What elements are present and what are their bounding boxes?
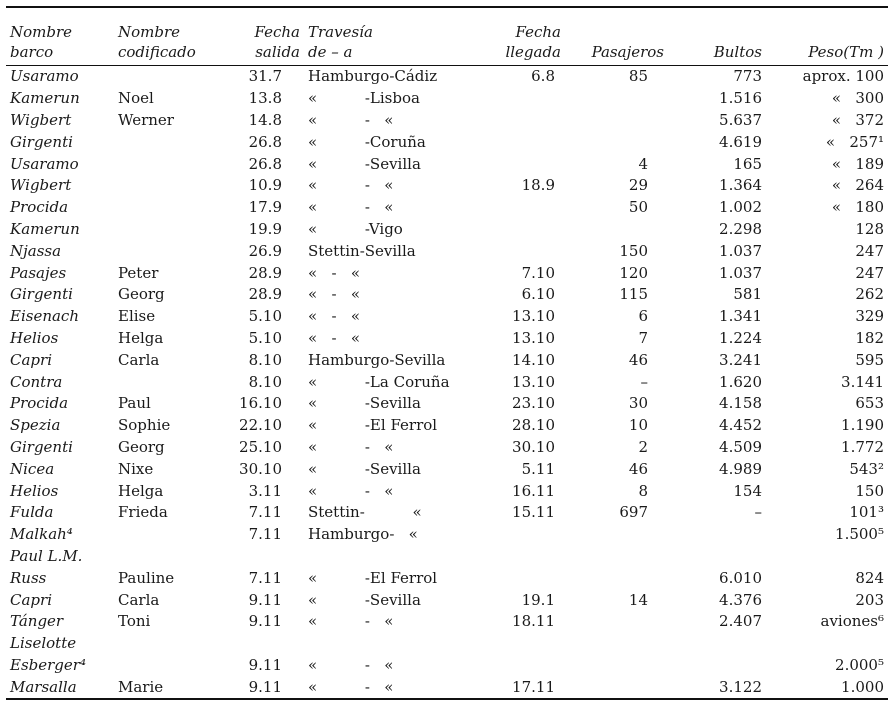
cell-travesia: « -El Ferrol (308, 416, 438, 435)
table-row (6, 328, 888, 350)
cell-travesia: « - « (308, 437, 394, 456)
header-nombre-barco (6, 7, 114, 66)
cell-bultos: 154 (733, 481, 762, 500)
table-row (6, 349, 888, 371)
cell-nombre-codificado (114, 175, 226, 197)
cell-pasajeros: 10 (628, 416, 648, 435)
cell-peso: « 372 (831, 110, 884, 129)
cell-nombre-barco: Kamerun (10, 89, 80, 108)
cell-nombre-barco: Girgenti (10, 437, 73, 456)
cell-nombre-barco: Girgenti (10, 285, 73, 304)
cell-pasajeros: 697 (619, 503, 648, 522)
table-header (6, 7, 888, 66)
cell-peso: 543² (849, 459, 884, 478)
cell-fecha-llegada (477, 88, 565, 110)
cell-fecha-salida: 19.9 (248, 219, 282, 238)
cell-fecha-salida: 8.10 (248, 372, 282, 391)
cell-nombre-codificado: Frieda (118, 503, 168, 522)
cell-fecha-salida (226, 546, 304, 568)
cell-bultos: 4.158 (719, 394, 762, 413)
cell-travesia: Stettin-Sevilla (308, 241, 416, 260)
cell-peso: 182 (855, 328, 884, 347)
cell-peso: « 300 (831, 89, 884, 108)
cell-bultos (668, 524, 766, 546)
cell-nombre-barco: Kamerun (10, 219, 80, 238)
table-row (6, 567, 888, 589)
cell-pasajeros (565, 524, 668, 546)
cell-fecha-llegada: 14.10 (512, 350, 555, 369)
cell-travesia: « - « (304, 676, 477, 699)
cell-nombre-codificado: Sophie (118, 416, 171, 435)
cell-bultos: 4.376 (719, 590, 762, 609)
cell-pasajeros (565, 611, 668, 633)
cell-fecha-llegada (477, 240, 565, 262)
cell-bultos: 2.298 (719, 219, 762, 238)
cell-pasajeros: 29 (628, 176, 648, 195)
cell-nombre-codificado: Werner (118, 110, 174, 129)
cell-bultos: 6.010 (719, 568, 762, 587)
cell-pasajeros (565, 567, 668, 589)
table-row (6, 393, 888, 415)
cell-travesia: « - « (308, 328, 361, 347)
cell-fecha-salida: 26.8 (248, 154, 282, 173)
cell-peso (766, 546, 888, 568)
cell-pasajeros (565, 110, 668, 132)
cell-nombre-barco: Tánger (10, 612, 64, 631)
cell-fecha-llegada: 15.11 (512, 503, 555, 522)
cell-bultos: 5.637 (719, 110, 762, 129)
header-label: Peso(Tm ) (808, 43, 884, 61)
cell-nombre-barco: Nicea (10, 459, 55, 478)
cell-travesia: « - « (308, 110, 394, 129)
cell-nombre-codificado: Georg (118, 437, 165, 456)
cell-fecha-llegada: 23.10 (512, 394, 555, 413)
cell-bultos: 2.407 (719, 612, 762, 631)
cell-peso: 2.000⁵ (835, 655, 884, 674)
cell-fecha-llegada (477, 131, 565, 153)
cell-fecha-llegada (477, 655, 565, 677)
cell-fecha-llegada: 18.11 (512, 612, 555, 631)
cell-nombre-codificado (114, 524, 226, 546)
cell-fecha-llegada: 16.11 (512, 481, 555, 500)
cell-travesia: « - « (308, 176, 394, 195)
header-bultos (668, 7, 766, 66)
cell-fecha-llegada: 6.8 (531, 67, 555, 86)
cell-fecha-salida: 17.9 (248, 198, 282, 217)
cell-travesia: « - « (308, 612, 394, 631)
table-row (6, 219, 888, 241)
cell-nombre-codificado (114, 66, 226, 88)
cell-nombre-codificado (114, 197, 226, 219)
cell-bultos: – (754, 503, 762, 522)
cell-travesia: « - « (308, 481, 394, 500)
cell-pasajeros: 85 (628, 67, 648, 86)
cell-nombre-codificado: Paul (118, 394, 151, 413)
cell-bultos: 1.037 (719, 263, 762, 282)
cell-bultos (668, 633, 766, 655)
header-label: Fecha salida (254, 23, 300, 61)
cell-nombre-codificado (114, 546, 226, 568)
table-row (6, 153, 888, 175)
cell-nombre-codificado (114, 153, 226, 175)
cell-nombre-codificado: Toni (118, 612, 151, 631)
cell-bultos: 1.516 (719, 89, 762, 108)
cell-fecha-llegada (477, 546, 565, 568)
cell-bultos: 3.122 (668, 676, 766, 699)
table-row (6, 480, 888, 502)
cell-bultos: 4.989 (719, 459, 762, 478)
cell-pasajeros: 115 (619, 285, 648, 304)
cell-peso: 329 (855, 307, 884, 326)
cell-pasajeros: 150 (619, 241, 648, 260)
cell-pasajeros: 46 (628, 350, 648, 369)
cell-fecha-salida: 7.11 (248, 525, 282, 544)
cell-nombre-codificado: Helga (118, 328, 164, 347)
table-row (6, 437, 888, 459)
cell-pasajeros (565, 633, 668, 655)
cell-peso: 247 (855, 241, 884, 260)
cell-travesia: « -La Coruña (308, 372, 450, 391)
cell-peso (766, 633, 888, 655)
cell-nombre-barco: Njassa (10, 241, 62, 260)
cell-travesia (304, 633, 477, 655)
cell-fecha-salida: 26.9 (248, 241, 282, 260)
table-row (6, 88, 888, 110)
cell-fecha-salida: 13.8 (248, 89, 282, 108)
cell-nombre-codificado: Carla (118, 350, 160, 369)
cell-fecha-llegada (477, 567, 565, 589)
cell-peso: 1.190 (841, 416, 884, 435)
cell-pasajeros: 14 (628, 590, 648, 609)
cell-nombre-codificado: Nixe (118, 459, 154, 478)
cell-pasajeros (565, 88, 668, 110)
cell-fecha-salida: 9.11 (248, 590, 282, 609)
header-row (6, 7, 888, 66)
table-body (6, 66, 888, 700)
cell-travesia: Hamburgo- « (308, 525, 418, 544)
cell-travesia: « -Vigo (308, 219, 403, 238)
table-row (6, 110, 888, 132)
cell-bultos: 773 (733, 67, 762, 86)
cell-travesia: « - « (308, 285, 361, 304)
cell-pasajeros (565, 655, 668, 677)
header-label: Travesía de – a (308, 23, 373, 61)
cell-peso: 3.141 (841, 372, 884, 391)
cell-peso: 595 (855, 350, 884, 369)
cell-nombre-barco: Eisenach (10, 307, 79, 326)
cell-bultos: 1.341 (719, 307, 762, 326)
cell-travesia: « - « (308, 198, 394, 217)
cell-pasajeros (565, 546, 668, 568)
cell-fecha-llegada (477, 110, 565, 132)
cell-nombre-barco: Malkah⁴ (10, 525, 73, 544)
cell-peso: 150 (855, 481, 884, 500)
header-label: Pasajeros (591, 43, 664, 61)
cell-fecha-llegada: 28.10 (512, 416, 555, 435)
cell-nombre-barco: Usaramo (10, 67, 79, 86)
cell-pasajeros: 2 (638, 437, 648, 456)
header-label: Nombre barco (10, 23, 73, 61)
table-row (6, 611, 888, 633)
table-row (6, 676, 888, 699)
cell-nombre-barco: Pasajes (10, 263, 67, 282)
cell-fecha-llegada (477, 219, 565, 241)
cell-fecha-llegada: 7.10 (521, 263, 555, 282)
cell-peso: 262 (855, 285, 884, 304)
cell-pasajeros: 6 (638, 307, 648, 326)
table-row (6, 524, 888, 546)
cell-travesia: « -Sevilla (308, 154, 421, 173)
cell-bultos (668, 655, 766, 677)
cell-nombre-codificado (114, 371, 226, 393)
cell-pasajeros: 120 (619, 263, 648, 282)
table-row (6, 131, 888, 153)
cell-peso: aprox. 100 (802, 67, 884, 86)
cell-fecha-llegada: 5.11 (521, 459, 555, 478)
cell-pasajeros: 30 (628, 394, 648, 413)
header-pasajeros (565, 7, 668, 66)
table-row (6, 415, 888, 437)
cell-bultos: 165 (733, 154, 762, 173)
cell-fecha-llegada: 6.10 (521, 285, 555, 304)
cell-nombre-barco: Contra (10, 372, 63, 391)
cell-nombre-barco: Procida (10, 198, 69, 217)
cell-nombre-codificado: Carla (118, 590, 160, 609)
table-row (6, 633, 888, 655)
cell-pasajeros (565, 131, 668, 153)
ship-voyages-table (6, 6, 888, 700)
table-row (6, 240, 888, 262)
cell-nombre-codificado (114, 633, 226, 655)
cell-fecha-salida: 9.11 (226, 676, 304, 699)
cell-nombre-barco: Usaramo (10, 154, 79, 173)
cell-fecha-salida: 26.8 (248, 132, 282, 151)
cell-nombre-barco: Paul L.M. (10, 546, 83, 565)
cell-pasajeros (565, 676, 668, 699)
cell-fecha-salida: 3.11 (248, 481, 282, 500)
cell-nombre-barco: Helios (10, 481, 59, 500)
cell-fecha-llegada: 18.9 (521, 176, 555, 195)
cell-fecha-salida: 31.7 (248, 67, 282, 86)
header-label: Nombre codificado (118, 23, 196, 61)
cell-peso: 128 (855, 219, 884, 238)
header-travesia (304, 7, 477, 66)
cell-bultos: 1.224 (719, 328, 762, 347)
cell-travesia: « - « (308, 307, 361, 326)
cell-fecha-llegada: 13.10 (512, 328, 555, 347)
cell-travesia: « -Coruña (308, 132, 426, 151)
cell-peso: 203 (855, 590, 884, 609)
cell-fecha-llegada: 13.10 (512, 307, 555, 326)
cell-travesia: « - « (308, 263, 361, 282)
cell-peso: 824 (855, 568, 884, 587)
cell-nombre-barco: Helios (10, 328, 59, 347)
table-row (6, 262, 888, 284)
cell-nombre-codificado: Marie (114, 676, 226, 699)
cell-fecha-salida: 28.9 (248, 263, 282, 282)
cell-fecha-llegada: 30.10 (512, 437, 555, 456)
cell-peso: 1.000 (766, 676, 888, 699)
cell-peso: « 180 (831, 198, 884, 217)
cell-bultos: 1.364 (719, 176, 762, 195)
table-row (6, 458, 888, 480)
cell-fecha-salida: 10.9 (248, 176, 282, 195)
cell-travesia (304, 546, 477, 568)
cell-nombre-codificado: Elise (118, 307, 156, 326)
cell-fecha-salida: 16.10 (239, 394, 282, 413)
cell-nombre-codificado (114, 655, 226, 677)
cell-fecha-llegada: 13.10 (512, 372, 555, 391)
cell-bultos: 1.002 (719, 198, 762, 217)
cell-pasajeros: 8 (638, 481, 648, 500)
cell-peso: « 189 (831, 154, 884, 173)
cell-pasajeros: 7 (638, 328, 648, 347)
cell-fecha-salida: 9.11 (248, 655, 282, 674)
cell-peso: aviones⁶ (820, 612, 884, 631)
cell-travesia: Stettin- « (308, 503, 422, 522)
cell-nombre-codificado: Georg (118, 285, 165, 304)
cell-pasajeros (565, 219, 668, 241)
cell-pasajeros: 46 (628, 459, 648, 478)
cell-travesia: « -Sevilla (308, 459, 421, 478)
cell-fecha-salida: 5.10 (248, 307, 282, 326)
cell-fecha-salida: 30.10 (239, 459, 282, 478)
table-row (6, 546, 888, 568)
cell-bultos: 3.241 (719, 350, 762, 369)
header-fecha-llegada (477, 7, 565, 66)
cell-fecha-salida: 5.10 (248, 328, 282, 347)
cell-peso: « 257¹ (825, 132, 884, 151)
table-row (6, 502, 888, 524)
cell-travesia: « -Sevilla (308, 394, 421, 413)
cell-travesia: Hamburgo-Cádiz (308, 67, 438, 86)
header-fecha-salida (226, 7, 304, 66)
cell-peso: 1.500⁵ (835, 525, 884, 544)
cell-bultos (668, 546, 766, 568)
cell-nombre-barco: Capri (10, 590, 52, 609)
cell-nombre-barco: Wigbert (10, 176, 72, 195)
cell-nombre-barco: Esberger⁴ (10, 655, 86, 674)
cell-nombre-barco: Capri (10, 350, 52, 369)
cell-fecha-salida: 14.8 (248, 110, 282, 129)
cell-travesia: Hamburgo-Sevilla (308, 350, 446, 369)
cell-travesia: « -Lisboa (308, 89, 420, 108)
cell-fecha-salida: 8.10 (248, 350, 282, 369)
cell-peso: 1.772 (841, 437, 884, 456)
cell-pasajeros: 4 (638, 154, 648, 173)
cell-nombre-barco: Girgenti (10, 132, 73, 151)
cell-pasajeros: – (640, 372, 648, 391)
table-row (6, 306, 888, 328)
header-peso (766, 7, 888, 66)
cell-fecha-llegada (477, 524, 565, 546)
cell-nombre-codificado (114, 219, 226, 241)
cell-peso: 247 (855, 263, 884, 282)
cell-travesia: « - « (308, 655, 394, 674)
table-row (6, 175, 888, 197)
table-row (6, 655, 888, 677)
header-label: Bultos (713, 43, 762, 61)
cell-nombre-codificado: Helga (118, 481, 164, 500)
cell-bultos: 1.037 (719, 241, 762, 260)
cell-nombre-barco: Spezia (10, 416, 61, 435)
cell-fecha-salida: 28.9 (248, 285, 282, 304)
cell-nombre-codificado: Pauline (118, 568, 175, 587)
table-row (6, 371, 888, 393)
cell-bultos: 4.452 (719, 416, 762, 435)
cell-fecha-llegada (477, 153, 565, 175)
cell-nombre-barco: Marsalla (6, 676, 114, 699)
cell-nombre-barco: Liselotte (10, 634, 77, 653)
cell-nombre-barco: Russ (10, 568, 47, 587)
cell-nombre-codificado (114, 240, 226, 262)
cell-pasajeros: 50 (628, 198, 648, 217)
cell-peso: « 264 (831, 176, 884, 195)
table-row (6, 589, 888, 611)
cell-fecha-salida (226, 633, 304, 655)
cell-fecha-salida: 9.11 (248, 612, 282, 631)
cell-nombre-codificado: Noel (118, 89, 154, 108)
cell-nombre-barco: Procida (10, 394, 69, 413)
header-label: Fecha llegada (505, 23, 561, 61)
cell-fecha-salida: 25.10 (239, 437, 282, 456)
cell-fecha-llegada (477, 197, 565, 219)
cell-bultos: 581 (733, 285, 762, 304)
cell-peso: 653 (855, 394, 884, 413)
cell-peso: 101³ (849, 503, 884, 522)
cell-fecha-salida: 22.10 (239, 416, 282, 435)
cell-fecha-salida: 7.11 (248, 568, 282, 587)
cell-nombre-barco: Fulda (10, 503, 54, 522)
cell-fecha-llegada: 19.1 (521, 590, 555, 609)
cell-bultos: 4.509 (719, 437, 762, 456)
cell-fecha-llegada: 17.11 (477, 676, 565, 699)
table-row (6, 197, 888, 219)
cell-bultos: 4.619 (719, 132, 762, 151)
cell-nombre-codificado (114, 131, 226, 153)
cell-nombre-barco: Wigbert (10, 110, 72, 129)
cell-nombre-codificado: Peter (118, 263, 159, 282)
cell-fecha-salida: 7.11 (248, 503, 282, 522)
table-row (6, 284, 888, 306)
cell-fecha-llegada (477, 633, 565, 655)
cell-travesia: « -Sevilla (308, 590, 421, 609)
cell-bultos: 1.620 (719, 372, 762, 391)
header-nombre-codificado (114, 7, 226, 66)
cell-travesia: « -El Ferrol (308, 568, 438, 587)
table-row (6, 66, 888, 88)
